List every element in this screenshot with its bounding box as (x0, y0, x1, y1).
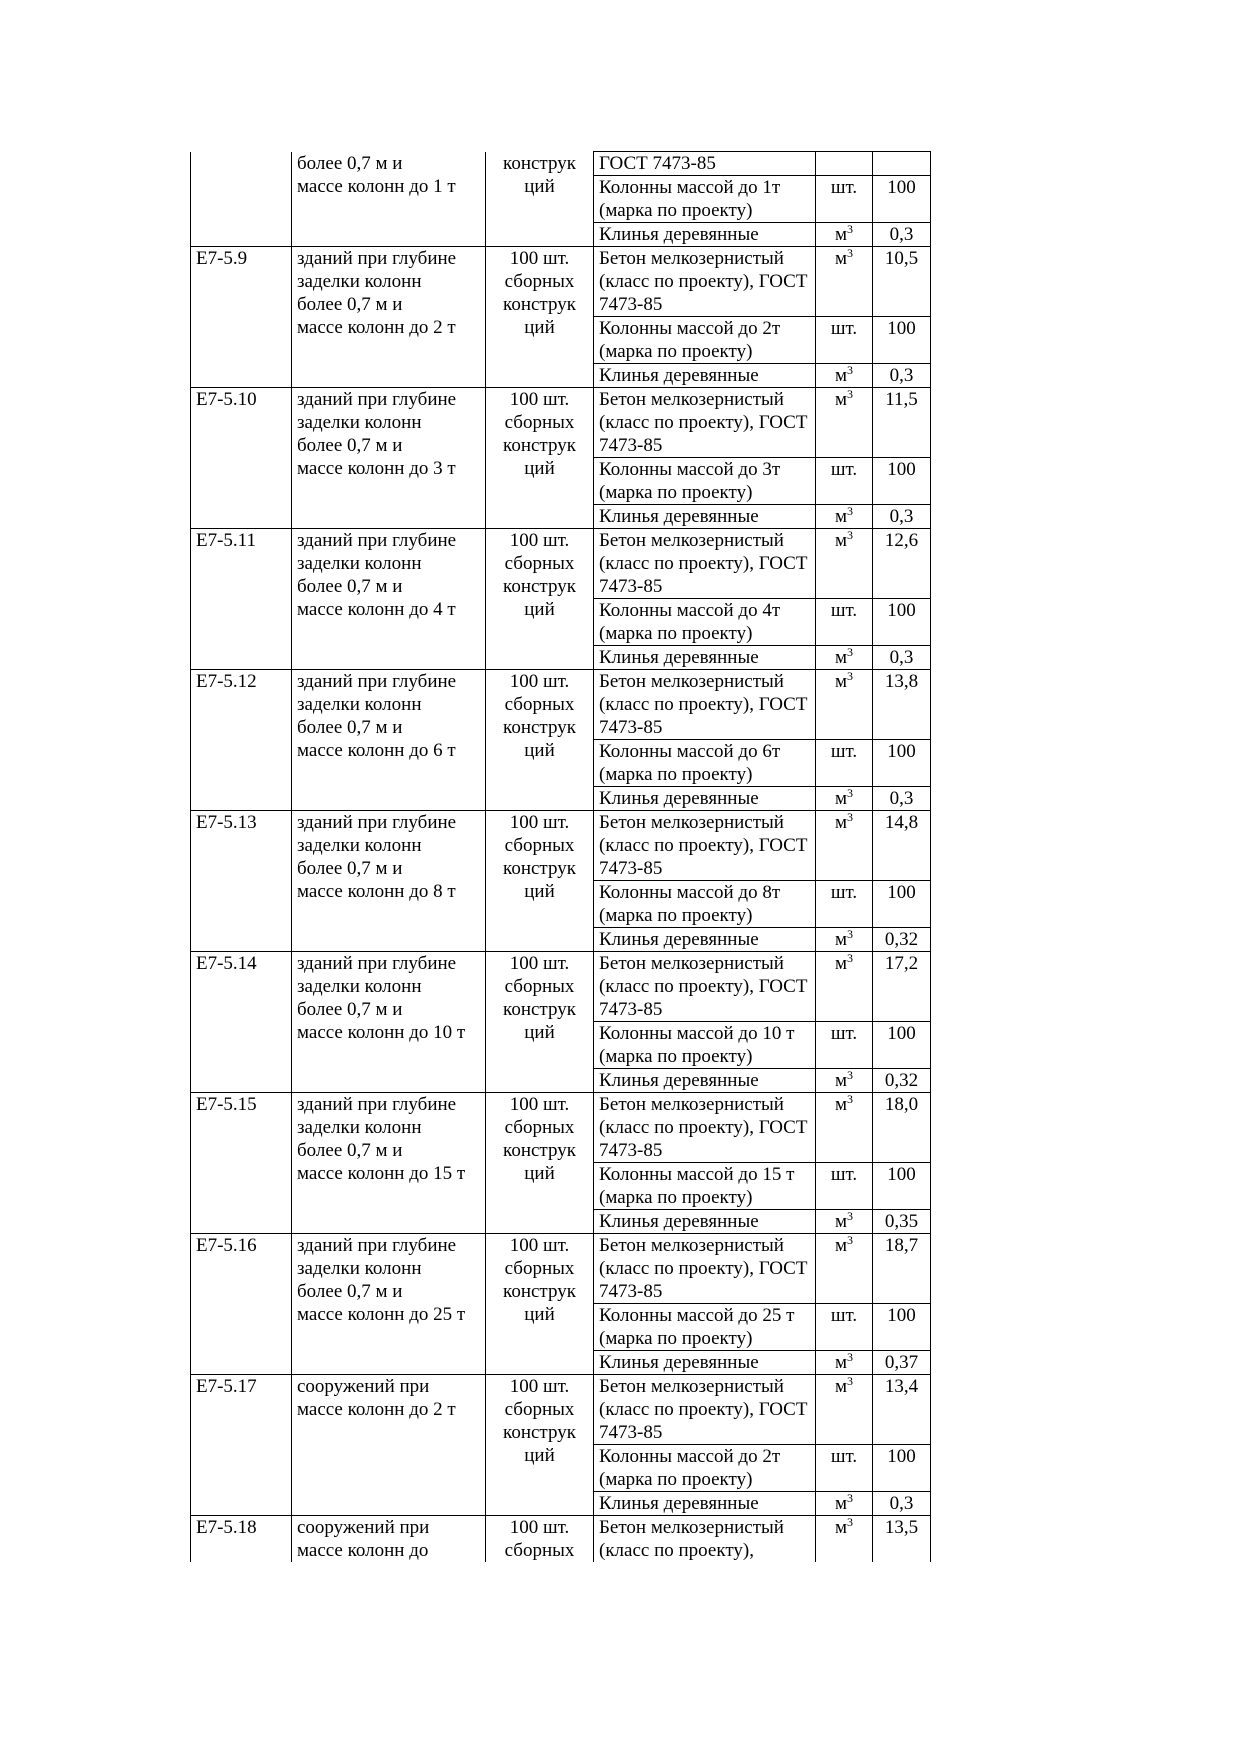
material-value: 14,8 (873, 811, 931, 881)
line: ций (524, 740, 555, 761)
norm-description (292, 529, 486, 670)
measure-unit-text: м (834, 812, 848, 833)
line: более 0,7 м и (297, 576, 403, 597)
line: более 0,7 м и (297, 435, 403, 456)
measure-unit (816, 317, 873, 364)
line: конструк (503, 435, 576, 456)
line: 100 шт. (509, 1376, 570, 1397)
table-row (191, 388, 931, 458)
line: конструк (503, 152, 576, 174)
norm-row (191, 1375, 931, 1516)
measure-unit (816, 928, 873, 952)
measure-unit (816, 176, 873, 223)
line: сооружений при (297, 1517, 430, 1538)
line: 100 шт. (509, 1517, 570, 1538)
measure-unit (816, 364, 873, 388)
material-name: Бетон мелкозернистый (класс по проекту), ГОСТ 7473-85 (594, 1234, 816, 1304)
material-value: 0,3 (873, 1492, 931, 1516)
material-value: 100 (873, 881, 931, 928)
measure-unit-text: м (834, 1352, 848, 1373)
material-name: Клинья деревянные (594, 787, 816, 811)
material-name: Бетон мелкозернистый (класс по проекту), ГОСТ 7473-85 (594, 811, 816, 881)
measure-unit-power: 3 (847, 528, 854, 542)
line: ций (524, 458, 555, 479)
measure-unit-text: м (834, 953, 848, 974)
line: зданий при глубине (297, 671, 457, 692)
measure-unit (816, 1234, 873, 1304)
norm-unit (486, 388, 594, 529)
measure-unit-text: шт. (830, 741, 858, 762)
measure-unit-text: м (834, 530, 848, 551)
material-value (873, 152, 931, 176)
line: заделки колонн (297, 271, 422, 292)
measure-unit-text: шт. (830, 318, 858, 339)
measure-unit-text: м (834, 1493, 848, 1514)
norm-description (292, 152, 486, 247)
measure-unit-power: 3 (847, 927, 854, 941)
norm-unit (486, 1375, 594, 1516)
norm-row (191, 152, 931, 247)
norm-code: Е7-5.18 (191, 1516, 292, 1563)
measure-unit-power: 3 (847, 810, 854, 824)
norm-description (292, 247, 486, 388)
measure-unit-text: шт. (830, 1164, 858, 1185)
norm-row (191, 670, 931, 811)
material-name: Бетон мелкозернистый (класс по проекту), ГОСТ 7473-85 (594, 1093, 816, 1163)
measure-unit (816, 787, 873, 811)
line: более 0,7 м и (297, 294, 403, 315)
norm-unit (486, 670, 594, 811)
measure-unit-text: м (834, 647, 848, 668)
line: массе колонн до (297, 1540, 429, 1561)
line: зданий при глубине (297, 812, 457, 833)
material-name: Колонны массой до 2т (марка по проекту) (594, 1445, 816, 1492)
table-row (191, 247, 931, 317)
measure-unit (816, 1516, 873, 1563)
material-name: Клинья деревянные (594, 646, 816, 670)
line: более 0,7 м и (297, 717, 403, 738)
measure-unit (816, 1375, 873, 1445)
measure-unit (816, 1093, 873, 1163)
line: массе колонн до 10 т (297, 1022, 466, 1043)
measure-unit-text: м (834, 1094, 848, 1115)
norm-description (292, 1234, 486, 1375)
line: сборных (504, 835, 575, 856)
line: сборных (504, 694, 575, 715)
material-name: Колонны массой до 25 т (марка по проекту) (594, 1304, 816, 1351)
measure-unit-text: м (834, 788, 848, 809)
material-value: 100 (873, 599, 931, 646)
measure-unit (816, 1445, 873, 1492)
norm-code: Е7-5.14 (191, 952, 292, 1093)
material-value: 100 (873, 176, 931, 223)
line: заделки колонн (297, 976, 422, 997)
material-value: 100 (873, 458, 931, 505)
material-name: Клинья деревянные (594, 928, 816, 952)
measure-unit (816, 1304, 873, 1351)
measure-unit (816, 646, 873, 670)
line: 100 шт. (509, 1235, 570, 1256)
norm-unit (486, 152, 594, 247)
material-value: 0,3 (873, 364, 931, 388)
material-name: Бетон мелкозернистый (класс по проекту), ГОСТ 7473-85 (594, 388, 816, 458)
material-value: 100 (873, 1304, 931, 1351)
norm-unit (486, 1234, 594, 1375)
line: конструк (503, 1140, 576, 1161)
measure-unit-text: м (834, 224, 848, 245)
measure-unit (816, 811, 873, 881)
measure-unit (816, 1210, 873, 1234)
material-name: Бетон мелкозернистый (класс по проекту), ГОСТ 7473-85 (594, 1375, 816, 1445)
norm-row (191, 1093, 931, 1234)
line: заделки колонн (297, 694, 422, 715)
measure-unit-power: 3 (847, 1374, 854, 1388)
measure-unit-power: 3 (847, 1350, 854, 1364)
line: конструк (503, 294, 576, 315)
material-name: Клинья деревянные (594, 1492, 816, 1516)
line: зданий при глубине (297, 248, 457, 269)
material-name: Колонны массой до 6т (марка по проекту) (594, 740, 816, 787)
measure-unit (816, 388, 873, 458)
measure-unit-power: 3 (847, 363, 854, 377)
norm-description (292, 952, 486, 1093)
norm-row (191, 388, 931, 529)
material-name: Клинья деревянные (594, 1210, 816, 1234)
norm-unit (486, 811, 594, 952)
material-value: 12,6 (873, 529, 931, 599)
line: конструк (503, 1422, 576, 1443)
measure-unit (816, 599, 873, 646)
material-value: 0,35 (873, 1210, 931, 1234)
measure-unit-text: м (834, 1517, 848, 1538)
norm-unit (486, 529, 594, 670)
material-value: 0,32 (873, 928, 931, 952)
measure-unit-power: 3 (847, 1515, 854, 1529)
line: сборных (504, 271, 575, 292)
measure-unit-text: м (834, 1211, 848, 1232)
material-name: Бетон мелкозернистый (класс по проекту), ГОСТ 7473-85 (594, 529, 816, 599)
line: ций (524, 881, 555, 902)
line: ций (524, 1304, 555, 1325)
line: конструк (503, 858, 576, 879)
norm-unit (486, 1516, 594, 1563)
measure-unit-text: шт. (830, 459, 858, 480)
material-name: Бетон мелкозернистый (класс по проекту), ГОСТ 7473-85 (594, 247, 816, 317)
material-name: Колонны массой до 8т (марка по проекту) (594, 881, 816, 928)
line: массе колонн до 2 т (297, 1399, 456, 1420)
line: конструк (503, 999, 576, 1020)
material-name: Колонны массой до 2т (марка по проекту) (594, 317, 816, 364)
material-name: Колонны массой до 3т (марка по проекту) (594, 458, 816, 505)
line: зданий при глубине (297, 953, 457, 974)
line: конструк (503, 576, 576, 597)
line: сборных (504, 553, 575, 574)
line: заделки колонн (297, 1117, 422, 1138)
material-value: 100 (873, 317, 931, 364)
line: массе колонн до 2 т (297, 317, 456, 338)
norm-code: Е7-5.16 (191, 1234, 292, 1375)
line: ций (524, 599, 555, 620)
line: массе колонн до 15 т (297, 1163, 466, 1184)
material-name: Клинья деревянные (594, 223, 816, 247)
table-row (191, 1375, 931, 1445)
line: 100 шт. (509, 248, 570, 269)
material-name: Колонны массой до 4т (марка по проекту) (594, 599, 816, 646)
material-value: 100 (873, 1445, 931, 1492)
line: заделки колонн (297, 412, 422, 433)
line: массе колонн до 25 т (297, 1304, 466, 1325)
table-row (191, 152, 931, 176)
norm-code: Е7-5.17 (191, 1375, 292, 1516)
measure-unit (816, 1022, 873, 1069)
material-value: 0,37 (873, 1351, 931, 1375)
line: сборных (504, 1399, 575, 1420)
line: зданий при глубине (297, 1094, 457, 1115)
table-row (191, 1234, 931, 1304)
table-row (191, 529, 931, 599)
norm-row (191, 952, 931, 1093)
norm-code (191, 152, 292, 247)
table-row (191, 1093, 931, 1163)
line: 100 шт. (509, 1094, 570, 1115)
material-value: 18,0 (873, 1093, 931, 1163)
measure-unit (816, 223, 873, 247)
material-name: Колонны массой до 15 т (марка по проекту) (594, 1163, 816, 1210)
norm-code: Е7-5.9 (191, 247, 292, 388)
measure-unit-power: 3 (847, 1092, 854, 1106)
material-value: 13,8 (873, 670, 931, 740)
line: более 0,7 м и (297, 1281, 403, 1302)
line: 100 шт. (509, 953, 570, 974)
line: ций (524, 1163, 555, 1184)
measure-unit-power: 3 (847, 951, 854, 965)
line: более 0,7 м и (297, 1140, 403, 1161)
material-value: 0,32 (873, 1069, 931, 1093)
material-name: Колонны массой до 10 т (марка по проекту) (594, 1022, 816, 1069)
material-value: 0,3 (873, 646, 931, 670)
measure-unit-text: шт. (830, 882, 858, 903)
measure-unit-text: м (834, 1376, 848, 1397)
measure-unit-text: шт. (830, 1023, 858, 1044)
line: сборных (504, 1258, 575, 1279)
norm-row (191, 1234, 931, 1375)
material-name: Бетон мелкозернистый (класс по проекту), ГОСТ 7473-85 (594, 952, 816, 1022)
measure-unit (816, 1492, 873, 1516)
line: сборных (504, 412, 575, 433)
measure-unit (816, 881, 873, 928)
line: сооружений при (297, 1376, 430, 1397)
line: конструк (503, 1281, 576, 1302)
line: заделки колонн (297, 553, 422, 574)
norm-description (292, 670, 486, 811)
norm-description (292, 388, 486, 529)
norm-row (191, 247, 931, 388)
table-row (191, 811, 931, 881)
measure-unit-power: 3 (847, 1491, 854, 1505)
measure-unit (816, 1351, 873, 1375)
table-row (191, 1516, 931, 1563)
material-value: 100 (873, 740, 931, 787)
material-name: Клинья деревянные (594, 1069, 816, 1093)
norm-description (292, 1093, 486, 1234)
line: зданий при глубине (297, 389, 457, 410)
measure-unit-power: 3 (847, 222, 854, 236)
line: заделки колонн (297, 1258, 422, 1279)
material-value: 0,3 (873, 787, 931, 811)
measure-unit-text: м (834, 506, 848, 527)
line: 100 шт. (509, 389, 570, 410)
measure-unit-power: 3 (847, 1209, 854, 1223)
line: более 0,7 м и (297, 152, 403, 174)
measure-unit-text: шт. (830, 600, 858, 621)
measure-unit-text: м (834, 929, 848, 950)
material-value: 13,4 (873, 1375, 931, 1445)
measure-unit (816, 505, 873, 529)
measure-unit-text: м (834, 389, 848, 410)
line: массе колонн до 1 т (297, 175, 456, 197)
line: массе колонн до 4 т (297, 599, 456, 620)
norm-code: Е7-5.13 (191, 811, 292, 952)
norm-description (292, 1375, 486, 1516)
measure-unit (816, 247, 873, 317)
line: ций (524, 1445, 555, 1466)
measure-unit-text: шт. (830, 1305, 858, 1326)
norm-unit (486, 952, 594, 1093)
measure-unit-power: 3 (847, 669, 854, 683)
line: конструк (503, 717, 576, 738)
norm-code: Е7-5.15 (191, 1093, 292, 1234)
material-name: Бетон мелкозернистый (класс по проекту), ГОСТ 7473-85 (594, 670, 816, 740)
line: массе колонн до 6 т (297, 740, 456, 761)
material-value: 11,5 (873, 388, 931, 458)
norm-description (292, 811, 486, 952)
measure-unit (816, 152, 873, 176)
norm-row (191, 529, 931, 670)
line: сборных (504, 976, 575, 997)
line: 100 шт. (509, 530, 570, 551)
line: массе колонн до 3 т (297, 458, 456, 479)
material-value: 100 (873, 1022, 931, 1069)
line: заделки колонн (297, 835, 422, 856)
measure-unit (816, 740, 873, 787)
material-value: 0,3 (873, 223, 931, 247)
measure-unit-text: м (834, 365, 848, 386)
material-name: ГОСТ 7473-85 (594, 152, 816, 176)
measure-unit-power: 3 (847, 504, 854, 518)
measure-unit-power: 3 (847, 1068, 854, 1082)
line: массе колонн до 8 т (297, 881, 456, 902)
material-value: 0,3 (873, 505, 931, 529)
norm-description (292, 1516, 486, 1563)
measure-unit (816, 1069, 873, 1093)
measure-unit-power: 3 (847, 645, 854, 659)
line: 100 шт. (509, 671, 570, 692)
material-value: 13,5 (873, 1516, 931, 1563)
line: более 0,7 м и (297, 858, 403, 879)
measure-unit (816, 529, 873, 599)
material-value: 100 (873, 1163, 931, 1210)
material-name: Клинья деревянные (594, 364, 816, 388)
measure-unit (816, 458, 873, 505)
measure-unit-power: 3 (847, 1233, 854, 1247)
line: сборных (504, 1117, 575, 1138)
measure-unit-text: шт. (830, 177, 858, 198)
measure-unit-text: м (834, 1070, 848, 1091)
norms-table (190, 151, 931, 1562)
norm-code: Е7-5.11 (191, 529, 292, 670)
material-name: Колонны массой до 1т (марка по проекту) (594, 176, 816, 223)
line: ций (524, 175, 555, 197)
line: сборных (504, 1540, 575, 1561)
measure-unit (816, 670, 873, 740)
material-name: Клинья деревянные (594, 1351, 816, 1375)
line: ций (524, 1022, 555, 1043)
norm-code: Е7-5.10 (191, 388, 292, 529)
line: более 0,7 м и (297, 999, 403, 1020)
line: зданий при глубине (297, 1235, 457, 1256)
norm-row (191, 1516, 931, 1563)
measure-unit-power: 3 (847, 387, 854, 401)
measure-unit-text: м (834, 1235, 848, 1256)
line: 100 шт. (509, 812, 570, 833)
measure-unit (816, 952, 873, 1022)
material-value: 18,7 (873, 1234, 931, 1304)
material-name: Бетон мелкозернистый (класс по проекту), (594, 1516, 816, 1563)
measure-unit-text: м (834, 671, 848, 692)
measure-unit-power: 3 (847, 786, 854, 800)
measure-unit-power: 3 (847, 246, 854, 260)
measure-unit-text: м (834, 248, 848, 269)
material-value: 10,5 (873, 247, 931, 317)
measure-unit-text: шт. (830, 1446, 858, 1467)
measure-unit (816, 1163, 873, 1210)
line: зданий при глубине (297, 530, 457, 551)
material-value: 17,2 (873, 952, 931, 1022)
norm-code: Е7-5.12 (191, 670, 292, 811)
table-row (191, 952, 931, 1022)
material-name: Клинья деревянные (594, 505, 816, 529)
line: ций (524, 317, 555, 338)
norm-unit (486, 1093, 594, 1234)
norm-unit (486, 247, 594, 388)
norm-row (191, 811, 931, 952)
table-row (191, 670, 931, 740)
